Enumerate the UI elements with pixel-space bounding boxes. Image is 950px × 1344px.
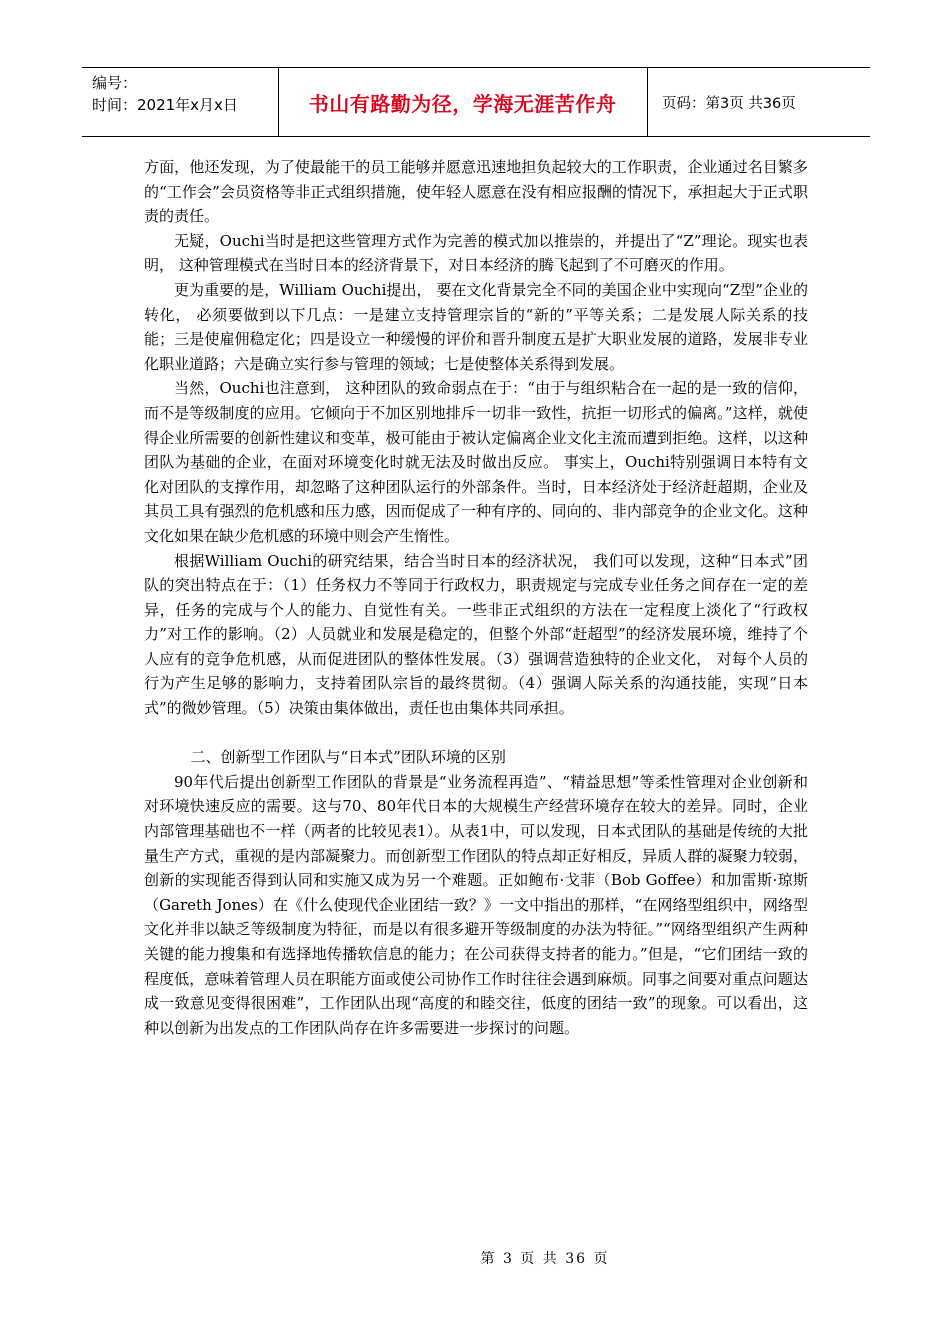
paragraph: 当然，Ouchi也注意到， 这种团队的致命弱点在于：“由于与组织粘合在一起的是一致的信仰，而不是等级制度的应用。它倾向于不加区别地排斥一切非一致性，抗拒一切形式的偏离。”这样，就使得企业所需要的创新性建议和变革，极可能由于被认定偏离企业文化主流而遭到拒绝。这样，以这种团队为基础的企业，在面对环境变化时就无法及时做出反应。 事实上，Ouchi特别强调日本特有文化对团队的支撑作用，却忽略了这种团队运行的外部条件。当时，日本经济处于经济赶超期，企业及其员工具有强烈的危机感和压力感，因而促成了一种有序的、同向的、非内部竞争的企业文化。这种文化如果在缺少危机感的环境中则会产生惰性。 [144, 379, 808, 545]
paragraph: 无疑，Ouchi当时是把这些管理方式作为完善的模式加以推崇的，并提出了“Z”理论。现实也表明， 这种管理模式在当时日本的经济背景下，对日本经济的腾飞起到了不可磨灭的作用。 [144, 231, 808, 275]
section-heading: 二、创新型工作团队与“日本式”团队环境的区别 [190, 748, 506, 767]
doc-date: 时间：2021年x月x日 [92, 96, 238, 114]
paragraph: 根据William Ouchi的研究结果，结合当时日本的经济状况， 我们可以发现，这种“日本式”团队的突出特点在于：（1）任务权力不等同于行政权力，职责规定与完成专业任务之间存在一定的差异，任务的完成与个人的能力、自觉性有关。一些非正式组织的方法在一定程度上淡化了“行政权力”对工作的影响。（2）人员就业和发展是稳定的，但整个外部“赶超型”的经济发展环境，维持了个人应有的竞争危机感，从而促进团队的整体性发展。（3）强调营造独特的企业文化， 对每个人员的行为产生足够的影响力，支持着团队宗旨的最终贯彻。（4）强调人际关系的沟通技能，实现“日本式”的微妙管理。（5）决策由集体做出，责任也由集体共同承担。 [144, 551, 808, 718]
paragraph: 方面，他还发现，为了使最能干的员工能够并愿意迅速地担负起较大的工作职责，企业通过名目繁多的“工作会”会员资格等非正式组织措施，使年轻人愿意在没有相应报酬的情况下，承担起大于正式职责的责任。 [144, 158, 808, 226]
document-body [144, 155, 808, 1040]
header-motto: 书山有路勤为径，学海无涯苦作舟 [308, 92, 617, 116]
page-header [82, 67, 870, 137]
doc-code-label: 编号： [92, 74, 138, 92]
page-footer: 第 3 页 共 36 页 [480, 1251, 610, 1267]
header-page-info: 页码：第3页 共36页 [662, 96, 796, 112]
blank-line [144, 721, 808, 746]
paragraph: 更为重要的是，William Ouchi提出， 要在文化背景完全不同的美国企业中实现向“Z型”企业的转化， 必须要做到以下几点：一是建立支持管理宗旨的“新的”平等关系；二是发展人际关系的技能；三是使雇佣稳定化；四是设立一种缓慢的评价和晋升制度五是扩大职业发展的道路，发展非专业化职业道路；六是确立实行参与管理的领域；七是使整体关系得到发展。 [144, 280, 808, 373]
paragraph: 90年代后提出创新型工作团队的背景是“业务流程再造”、“精益思想”等柔性管理对企业创新和对环境快速反应的需要。这与70、80年代日本的大规模生产经营环境存在较大的差异。同时，企业内部管理基础也不一样（两者的比较见表1）。从表1中，可以发现，日本式团队的基础是传统的大批量生产方式，重视的是内部凝聚力。而创新型工作团队的特点却正好相反，异质人群的凝聚力较弱，创新的实现能否得到认同和实施又成为另一个难题。正如鲍布·戈菲（Bob Goffee）和加雷斯·琼斯（Gareth Jones）在《什么使现代企业团结一致？》一文中指出的那样，“在网络型组织中，网络型文化并非以缺乏等级制度为特征，而是以有很多避开等级制度的办法为特征。”“网络型组织产生两种关键的能力搜集和有选择地传播软信息的能力；在公司获得支持者的能力。”但是，“它们团结一致的程度低，意味着管理人员在职能方面或使公司协作工作时往往会遇到麻烦。同事之间要对重点问题达成一致意见变得很困难”，工作团队出现“高度的和睦交往，低度的团结一致”的现象。可以看出，这种以创新为出发点的工作团队尚存在许多需要进一步探讨的问题。 [144, 772, 808, 1037]
header-meta [92, 72, 282, 116]
header-divider [647, 68, 648, 136]
